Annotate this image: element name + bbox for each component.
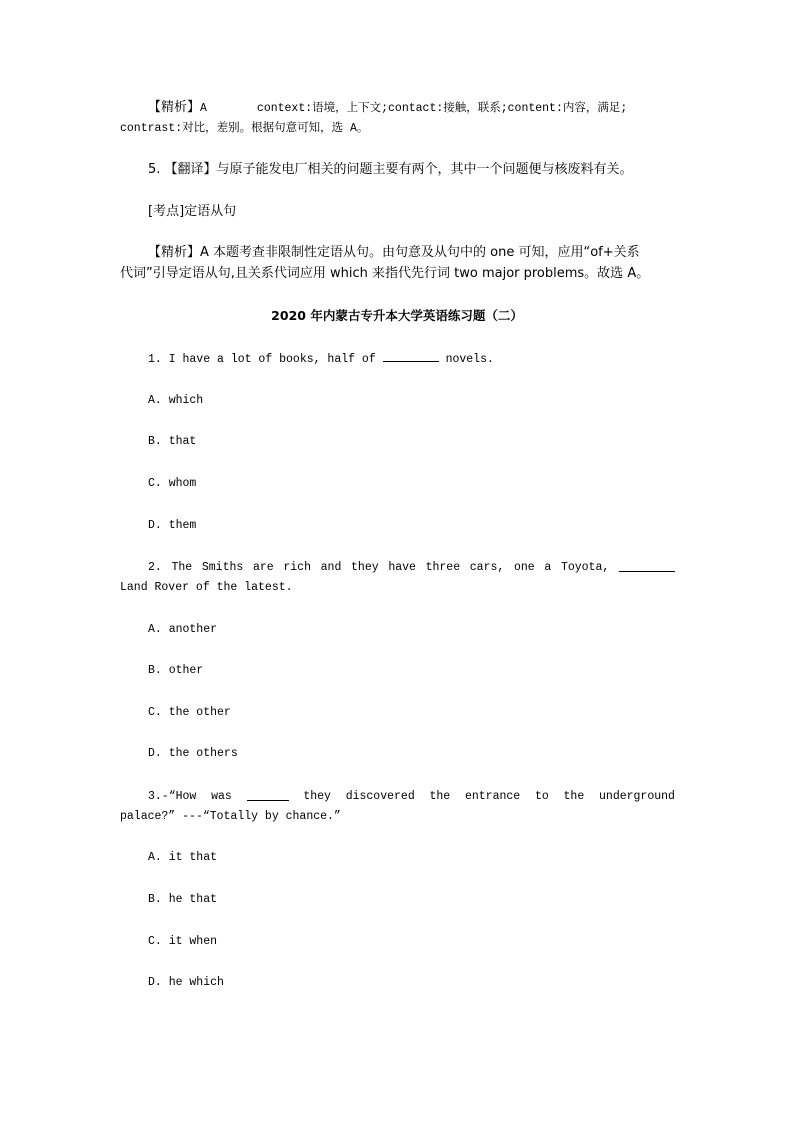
question-3-option-c[interactable]: C. it when <box>148 935 218 948</box>
question-1-stem-after: novels. <box>445 353 494 366</box>
question-1-option-d[interactable]: D. them <box>148 519 197 532</box>
q2-word: one <box>513 561 535 574</box>
q2-word: 2. <box>148 561 162 574</box>
q3-word: entrance <box>464 790 521 803</box>
q5-translation: 5. 【翻译】与原子能发电厂相关的问题主要有两个，其中一个问题便与核废料有关。 <box>148 162 633 177</box>
question-1-stem-before: 1. I have a lot of books, half of <box>148 353 376 366</box>
analysis-line-1 <box>148 98 627 119</box>
question-1-option-b[interactable]: B. that <box>148 435 197 448</box>
question-1-stem <box>148 349 494 370</box>
q2-word: are <box>252 561 274 574</box>
q2-word: Toyota, <box>560 561 610 574</box>
section-title: 2020 年内蒙古专升本大学英语练习题（二） <box>271 308 523 323</box>
question-2-blank <box>619 559 675 572</box>
question-1-option-a[interactable]: A. which <box>148 394 204 407</box>
q5-analysis-line-2: 代词”引导定语从句,且关系代词应用 which 来指代先行词 two major problems。故选 A。 <box>120 266 650 281</box>
q3-word: to <box>534 790 549 803</box>
q2-word: Smiths <box>201 561 244 574</box>
question-3-stem-line-2: palace?” ---“Totally by chance.” <box>120 810 341 823</box>
analysis-answer: A <box>200 102 207 115</box>
question-1-blank <box>383 349 439 362</box>
question-1-option-c[interactable]: C. whom <box>148 477 197 490</box>
q2-word: a <box>544 561 552 574</box>
analysis-label: 【精析】 <box>148 100 201 115</box>
question-2-stem-line-2: Land Rover of the latest. <box>120 581 293 594</box>
q2-word: rich <box>283 561 311 574</box>
question-2-option-b[interactable]: B. other <box>148 664 204 677</box>
question-3-blank <box>247 788 289 801</box>
question-2-option-a[interactable]: A. another <box>148 623 218 636</box>
question-3-option-d[interactable]: D. he which <box>148 976 224 989</box>
q2-word: cars, <box>469 561 505 574</box>
q3-word: discovered <box>345 790 415 803</box>
q2-word: they <box>351 561 379 574</box>
question-2-option-c[interactable]: C. the other <box>148 706 231 719</box>
q2-word: three <box>425 561 461 574</box>
question-3-option-a[interactable]: A. it that <box>148 851 218 864</box>
analysis-word-list: context:语境，上下文;contact:接触，联系;content:内容，满足; <box>256 102 628 115</box>
q2-word: have <box>388 561 416 574</box>
q3-word: was <box>211 790 232 803</box>
question-3-option-b[interactable]: B. he that <box>148 893 218 906</box>
q5-test-point: [考点]定语从句 <box>148 204 237 219</box>
question-2-stem-line-1 <box>148 557 675 578</box>
question-2-option-d[interactable]: D. the others <box>148 747 238 760</box>
q5-analysis-line-1: 【精析】A 本题考查非限制性定语从句。由句意及从句中的 one 可知，应用“of+关系 <box>148 245 640 260</box>
q3-word: they <box>303 790 331 803</box>
q3-word: the <box>429 790 451 803</box>
q3-word: the <box>563 790 585 803</box>
q2-word: and <box>320 561 342 574</box>
analysis-line-2: contrast:对比，差别。根据句意可知，选 A。 <box>120 122 369 135</box>
q2-word: The <box>171 561 193 574</box>
q3-word: underground <box>599 790 675 803</box>
q3-word: 3.-“How <box>148 790 197 803</box>
question-3-stem-line-1 <box>148 786 675 807</box>
